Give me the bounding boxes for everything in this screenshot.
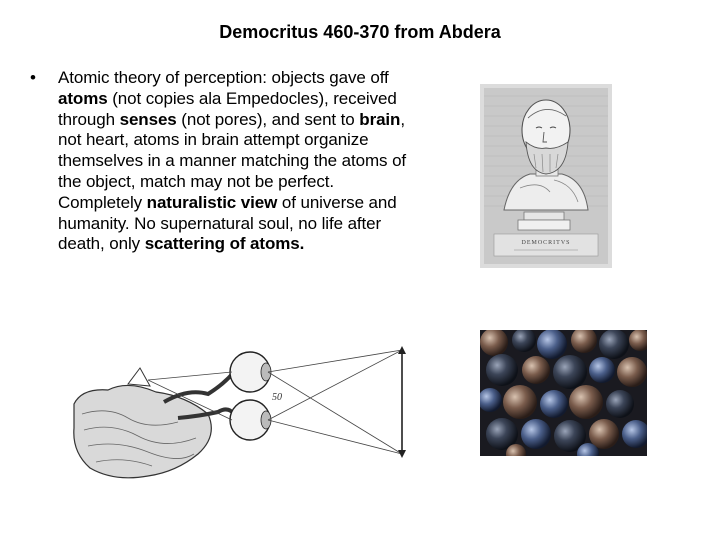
- bullet-segment: (not copies ala Empedocles), received through: [58, 88, 397, 129]
- bullet-segment: of universe and humanity. No supernatural soul, no life after death, only: [58, 192, 397, 254]
- diagram-label-number: 50: [272, 392, 282, 403]
- bullet-segment: , not heart, atoms in brain attempt organize themselves in a manner matching the atoms of the object, match may not be perfect. Completely: [58, 109, 407, 212]
- bullet-emphasis: atoms: [58, 88, 108, 108]
- bullet-emphasis: naturalistic view: [146, 192, 278, 212]
- bullet-marker: •: [30, 68, 36, 87]
- atoms-spheres-image: [480, 330, 647, 456]
- bullet-segment: Atomic theory of perception: objects gave off: [58, 68, 389, 87]
- bullet-emphasis: scattering of atoms.: [144, 234, 305, 254]
- democritus-bust-image: [480, 84, 612, 268]
- bullet-emphasis: senses: [119, 109, 177, 129]
- slide-title: Democritus 460-370 from Abdera: [219, 22, 501, 42]
- bust-plate-caption: DEMOCRITVS: [521, 240, 571, 246]
- bullet-segment: (not pores), and sent to: [176, 109, 360, 129]
- bullet-paragraph: [30, 68, 412, 255]
- bullet-emphasis: brain: [359, 109, 401, 129]
- vision-diagram-image: [68, 344, 410, 490]
- bullet-text: [58, 68, 412, 255]
